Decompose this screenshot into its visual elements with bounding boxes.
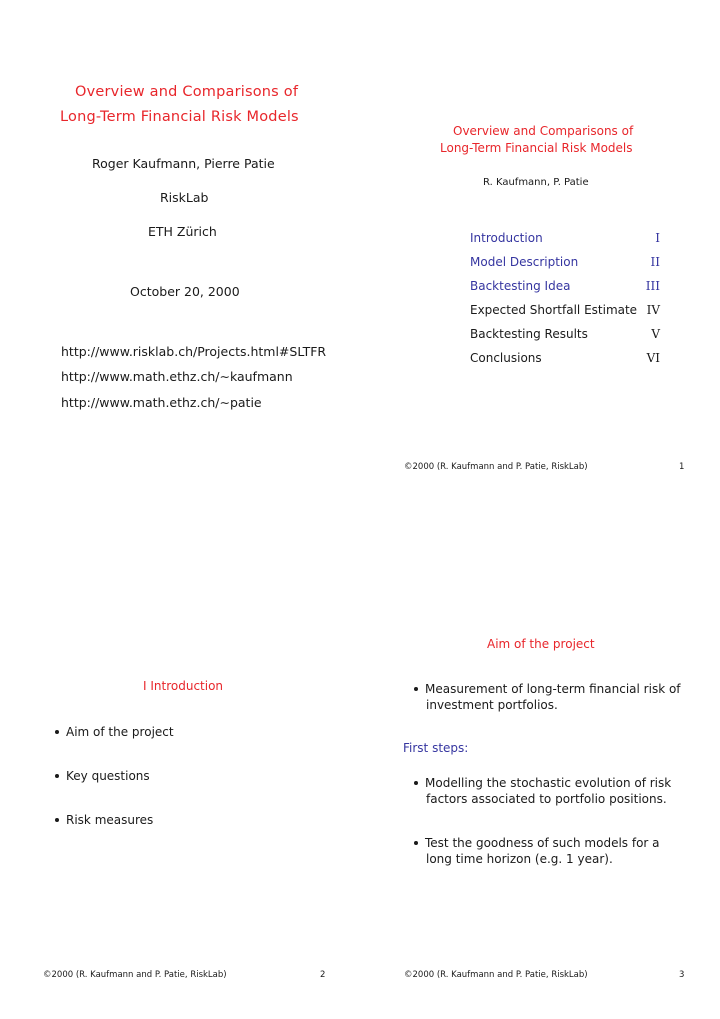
toc-number: VI [646,351,660,365]
toc-number: V [651,327,660,341]
list-item [414,836,660,850]
toc-label: Backtesting Results [470,327,588,341]
list-item-continuation: investment portfolios. [426,698,558,712]
date: October 20, 2000 [130,284,240,299]
toc-item-backtesting-idea[interactable] [400,279,660,295]
list-item-text: Aim of the project [66,725,174,739]
institution: ETH Zürich [148,224,217,239]
bullet-icon [55,774,59,778]
list-item-continuation: long time horizon (e.g. 1 year). [426,852,613,866]
bullet-icon [55,730,59,734]
toc-label: Model Description [470,255,579,269]
bullet-icon [414,841,418,845]
list-item [414,682,681,696]
outline-title-line-1: Overview and Comparisons of [453,124,634,138]
toc-item-backtesting-results[interactable] [400,327,660,343]
toc-label: Conclusions [470,351,542,365]
footer-copyright: ©2000 (R. Kaufmann and P. Patie, RiskLab) [404,970,588,980]
page-number: 2 [320,970,326,980]
section-heading: I Introduction [143,679,224,693]
list-item [55,725,174,739]
page-number: 3 [679,970,685,980]
link-patie[interactable]: http://www.math.ethz.ch/∼patie [61,395,262,410]
toc-item-model-description[interactable] [400,255,660,271]
list-item [55,813,153,827]
subheading: First steps: [403,741,469,755]
toc-label: Expected Shortfall Estimate [470,303,638,317]
list-item-text: Test the goodness of such models for a [425,836,660,850]
toc-number: II [650,255,660,269]
toc-label: Backtesting Idea [470,279,571,293]
footer-copyright: ©2000 (R. Kaufmann and P. Patie, RiskLab) [43,970,227,980]
page-number: 1 [679,462,685,472]
toc-number: III [645,279,660,293]
title-line-2: Long-Term Financial Risk Models [60,109,299,125]
list-item-text: Risk measures [66,813,154,827]
toc-item-conclusions[interactable] [400,351,660,367]
bullet-icon [55,818,59,822]
toc-item-introduction[interactable] [400,231,660,247]
bullet-icon [414,781,418,785]
toc-item-expected-shortfall[interactable] [400,303,660,319]
toc-number: I [655,231,660,245]
link-kaufmann[interactable]: http://www.math.ethz.ch/∼kaufmann [61,369,293,384]
list-item [414,776,671,790]
toc-label: Introduction [470,231,543,245]
outline-title-line-2: Long-Term Financial Risk Models [440,141,633,155]
link-project[interactable]: http://www.risklab.ch/Projects.html#SLTFR [61,344,327,359]
footer-copyright: ©2000 (R. Kaufmann and P. Patie, RiskLab) [404,462,588,472]
list-item-text: Modelling the stochastic evolution of risk [425,776,672,790]
list-item-text: Measurement of long-term financial risk of [425,682,681,696]
title-line-1: Overview and Comparisons of [75,84,299,100]
authors: Roger Kaufmann, Pierre Patie [92,156,275,171]
outline-authors: R. Kaufmann, P. Patie [483,177,589,188]
list-item-text: Key questions [66,769,150,783]
slide-heading: Aim of the project [487,637,595,651]
list-item [55,769,150,783]
toc-number: IV [646,303,660,317]
list-item-continuation: factors associated to portfolio positions. [426,792,667,806]
organization: RiskLab [160,190,209,205]
bullet-icon [414,687,418,691]
